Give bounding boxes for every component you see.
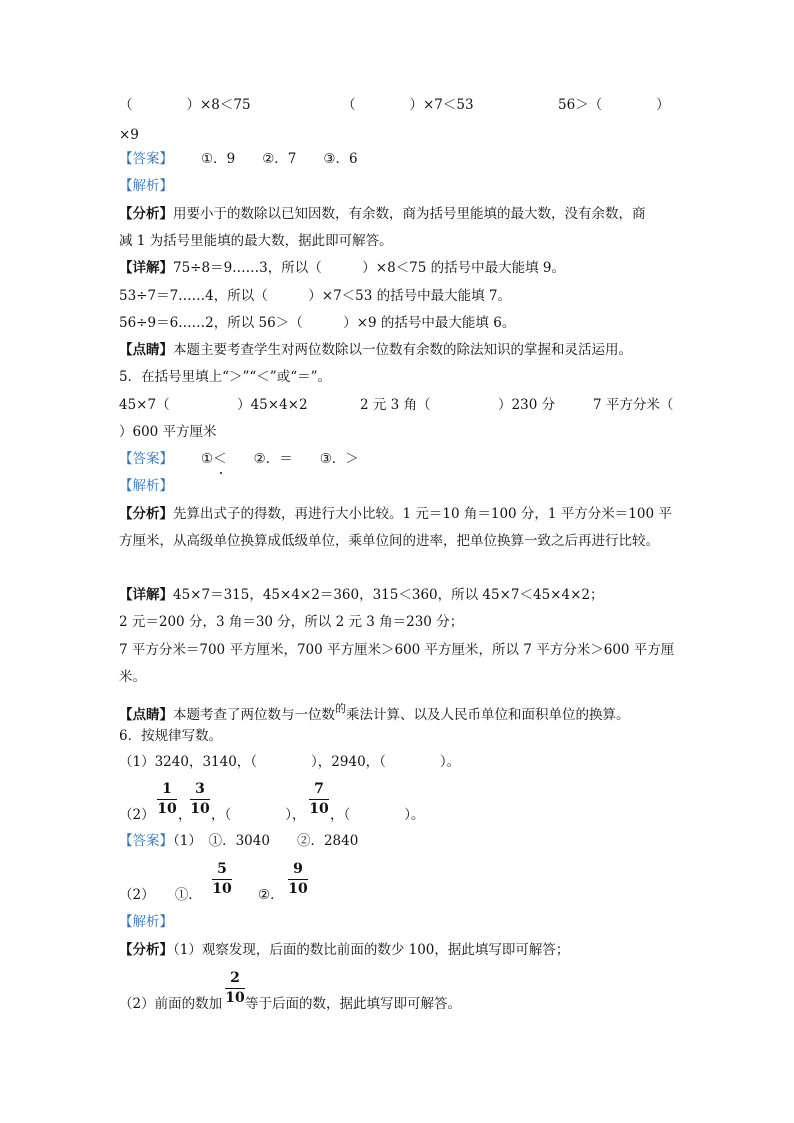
fraction-denominator: 10 — [309, 801, 329, 817]
answer-tag: 【答案】 — [119, 151, 173, 167]
fraction-denominator: 10 — [212, 881, 232, 897]
q6-part-2-label: （2） — [119, 807, 155, 823]
q5-fenxi-1: 先算出式子的得数，再进行大小比较。1 元＝10 角＝100 分，1 平方分米＝100 平 — [173, 506, 672, 522]
q5-item-2: 2 元 3 角（ ）230 分 — [360, 397, 556, 413]
q4-answer-line — [119, 150, 358, 168]
dianjing-tag: 【点睛】 — [119, 342, 173, 358]
jiexi-tag: 【解析】 — [119, 914, 173, 930]
fraction-5-10 — [212, 862, 232, 897]
xiangjie-tag: 【详解】 — [119, 260, 173, 276]
q4-blank-1: （ ）×8＜75 — [119, 97, 251, 113]
q5-dianjing-b: 乘法计算、以及人民币单位和面积单位的换算。 — [346, 707, 630, 723]
fraction-denominator: 10 — [157, 801, 177, 817]
fraction-denominator: 10 — [225, 990, 245, 1006]
q6-answer-2-mid: ②． — [258, 887, 284, 903]
fenxi-tag: 【分析】 — [119, 506, 173, 522]
q5-item-3: 7 平方分米（ — [593, 397, 674, 413]
q5-xiangjie-1: 45×7＝315，45×4×2＝360，315＜360，所以 45×7＜45×4×2； — [173, 587, 604, 603]
fraction-7-10 — [309, 782, 329, 817]
q5-xiangjie-line-1 — [119, 586, 603, 604]
stray-dot — [220, 472, 222, 474]
q6-answer-line — [119, 832, 358, 850]
q4-dianjing-line — [119, 341, 632, 359]
q6-jiexi-line — [119, 913, 173, 931]
fraction-numerator: 1 — [162, 781, 172, 797]
q6-fenxi-2b: 等于后面的数，据此填写即可解答。 — [245, 996, 461, 1012]
q4-blank-2: （ ）×7＜53 — [342, 97, 474, 113]
q4-dianjing: 本题主要考查学生对两位数除以一位数有余数的除法知识的掌握和灵活运用。 — [173, 342, 632, 358]
q4-answer: ①．9 ②．7 ③．6 — [201, 151, 358, 167]
xiangjie-tag: 【详解】 — [119, 587, 173, 603]
fraction-numerator: 5 — [217, 861, 227, 877]
q4-blank-3: 56＞（ ） — [558, 97, 670, 113]
q6-fenxi-2a: （2）前面的数加 — [119, 996, 223, 1012]
fraction-1-10 — [157, 782, 177, 817]
fraction-numerator: 2 — [230, 970, 240, 986]
q4-jiexi-line — [119, 177, 173, 195]
q4-xiangjie-line-3: 56÷9＝6……2，所以 56＞（ ）×9 的括号中最大能填 6。 — [119, 315, 516, 331]
fraction-denominator: 10 — [288, 881, 308, 897]
jiexi-tag: 【解析】 — [119, 178, 173, 194]
fraction-numerator: 7 — [314, 781, 324, 797]
q6-sep-1: ， — [178, 807, 192, 823]
q4-xiangjie-line-1 — [119, 259, 565, 277]
q6-fenxi-1: （1）观察发现，后面的数比前面的数少 100，据此填写即可解答； — [173, 942, 570, 958]
q5-fenxi-line-1 — [119, 505, 672, 523]
fenxi-tag: 【分析】 — [119, 942, 173, 958]
q5-dianjing-de: 的 — [335, 702, 346, 715]
answer-tag: 【答案】 — [119, 833, 173, 849]
q5-jiexi-line — [119, 477, 173, 495]
fraction-numerator: 3 — [195, 781, 205, 797]
q6-title: 6．按规律写数。 — [119, 728, 223, 744]
fraction-3-10 — [190, 782, 210, 817]
q5-answer-line — [119, 450, 359, 468]
q4-fenxi-line-2: 减 1 为括号里能填的最大数，据此即可解答。 — [119, 233, 393, 249]
q5-xiangjie-line-4: 米。 — [119, 669, 146, 685]
q6-part-1: （1）3240，3140，（ ），2940，（ ）。 — [119, 754, 461, 770]
q4-fenxi-line-1 — [119, 205, 646, 223]
q4-xiangjie-line-2: 53÷7＝7……4，所以（ ）×7＜53 的括号中最大能填 7。 — [119, 288, 512, 304]
fenxi-tag: 【分析】 — [119, 206, 173, 222]
answer-tag: 【答案】 — [119, 451, 173, 467]
dianjing-tag: 【点睛】 — [119, 707, 173, 723]
q6-sep-3: ，（ ）。 — [330, 807, 425, 823]
q5-title: 5．在括号里填上“＞”“＜”或“＝”。 — [119, 369, 331, 385]
fraction-2-10 — [225, 971, 245, 1006]
q5-fenxi-line-2: 方厘米，从高级单位换算成低级单位，乘单位间的进率，把单位换算一致之后再进行比较。 — [119, 533, 659, 549]
q5-dianjing-line — [119, 700, 630, 724]
q4-xiangjie-1: 75÷8＝9……3，所以（ ）×8＜75 的括号中最大能填 9。 — [173, 260, 566, 276]
q6-answer-2-label: （2） ①． — [119, 887, 202, 903]
fraction-denominator: 10 — [190, 801, 210, 817]
q5-xiangjie-line-2: 2 元＝200 分，3 角＝30 分，所以 2 元 3 角＝230 分； — [119, 614, 464, 630]
q4-blank-3-cont: ×9 — [119, 127, 139, 143]
q6-answer-1: （1） ①．3040 ②．2840 — [173, 833, 359, 849]
fraction-9-10 — [288, 862, 308, 897]
q5-item-1: 45×7（ ）45×4×2 — [119, 397, 308, 413]
q5-dianjing-a: 本题考查了两位数与一位数 — [173, 707, 335, 723]
q5-item-3-cont: ）600 平方厘米 — [119, 424, 217, 440]
jiexi-tag: 【解析】 — [119, 478, 173, 494]
fraction-numerator: 9 — [293, 861, 303, 877]
q4-fenxi-1: 用要小于的数除以已知因数，有余数，商为括号里能填的最大数，没有余数，商 — [173, 206, 646, 222]
q5-xiangjie-line-3: 7 平方分米＝700 平方厘米，700 平方厘米＞600 平方厘米，所以 7 平方分米＞600 平方厘 — [119, 642, 675, 658]
q6-fenxi-line-1 — [119, 941, 569, 959]
q5-answer: ①＜ ②．＝ ③．＞ — [201, 451, 359, 467]
q6-sep-2: ，（ ）， — [211, 807, 306, 823]
